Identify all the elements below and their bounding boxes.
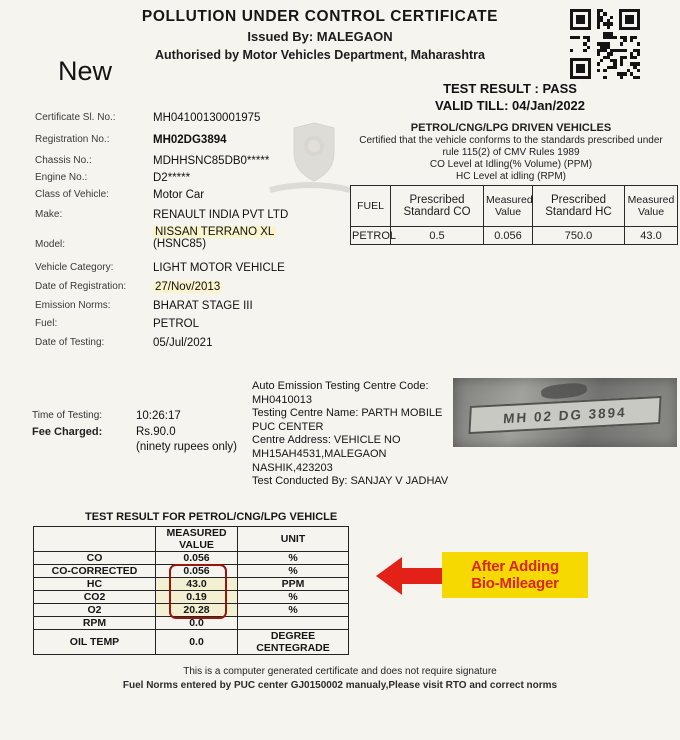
number-plate-photo [453,378,677,447]
issued-by: Issued By: MALEGAON [247,29,393,44]
field-vehicle-category: Vehicle Category: LIGHT MOTOR VEHICLE [35,262,285,274]
standards-table [350,185,678,245]
fee-note: (ninety rupees only) [136,441,237,453]
field-engine-no: Engine No.: D2***** [35,172,191,184]
centre-line: Centre Address: VEHICLE NO [252,434,401,447]
results-row-hc: HC 43.0 PPM [34,578,349,591]
field-class-of-vehicle: Class of Vehicle: Motor Car [35,189,205,201]
standards-line4: HC Level at idling (RPM) [455,171,567,182]
centre-line: NASHIK,423203 [252,461,333,474]
centre-line: Auto Emission Testing Centre Code: [252,380,429,392]
qr-pattern [570,9,640,79]
valid-till: VALID TILL: 04/Jan/2022 [434,98,586,113]
field-certificate-no: Certificate Sl. No.: MH04100130001975 [35,112,261,124]
results-row-o2: O2 20.28 % [34,604,349,617]
field-model: Model: NISSAN TERRANO XL (HSNC85) [35,226,275,250]
standards-heading: PETROL/CNG/LPG DRIVEN VEHICLES [410,122,612,134]
footer-line1: This is a computer generated certificate and does not require signature [183,666,497,677]
results-row-oil-temp: OIL TEMP 0.0 DEGREE CENTEGRADE [34,630,349,655]
standards-line3: CO Level at Idling(% Volume) (PPM) [429,159,593,170]
results-table-title: TEST RESULT FOR PETROL/CNG/LPG VEHICLE [85,511,338,523]
field-make: Make: RENAULT INDIA PVT LTD [35,209,289,221]
number-plate: MH 02 DG 3894 [468,396,661,434]
qr-code [567,9,643,79]
callout-line1: After Adding [471,558,559,575]
new-stamp: New [58,56,113,86]
test-result-block [345,81,675,113]
test-result-status: TEST RESULT : PASS [443,81,577,96]
results-row-co: CO 0.056 % [34,552,349,565]
centre-line: MH0410013 [252,393,312,406]
centre-line: MH15AH4531,MALEGAON [252,447,387,460]
photo-shadow [540,382,587,401]
results-row-co-corrected: CO-CORRECTED 0.056 % [34,565,349,578]
testing-centre-block [252,380,462,489]
centre-line: Testing Centre Name: PARTH MOBILE [252,407,443,420]
certificate-header [20,8,620,62]
field-date-of-registration: Date of Registration: 27/Nov/2013 [35,281,221,293]
standards-table-row: PETROL 0.5 0.056 750.0 43.0 [351,227,678,245]
standards-line2: rule 115(2) of CMV Rules 1989 [442,147,580,158]
standards-table-header: FUEL Prescribed Standard CO Measured Value Prescribed Standard HC Measured Value [351,186,678,227]
field-fee-charged: Fee Charged: Rs.90.0 [32,426,176,438]
results-row-rpm: RPM 0.0 [34,617,349,630]
page-title: POLLUTION UNDER CONTROL CERTIFICATE [141,8,499,25]
model-value-highlighted: NISSAN TERRANO XL [155,226,275,238]
field-registration-no: Registration No.: MH02DG3894 [35,134,227,146]
centre-line: Test Conducted By: SANJAY V JADHAV [252,475,449,488]
field-fuel: Fuel: PETROL [35,318,200,330]
results-header-row: MEASURED VALUE UNIT [34,527,349,552]
field-time-of-testing: Time of Testing: 10:26:17 [32,410,181,422]
model-code: (HSNC85) [153,238,207,250]
callout-line2: Bio-Mileager [471,575,559,592]
bio-mileager-callout [442,552,588,598]
field-date-of-testing: Date of Testing: 05/Jul/2021 [35,337,213,349]
centre-line: PUC CENTER [252,420,324,433]
standards-line1: Certified that the vehicle conforms to the standards prescribed under [359,135,663,146]
field-emission-norms: Emission Norms: BHARAT STAGE III [35,300,253,312]
results-row-co2: CO2 0.19 % [34,591,349,604]
red-circle-annotation [169,564,227,619]
authorised-by: Authorised by Motor Vehicles Department, Maharashtra [155,48,485,62]
standards-block [345,122,677,182]
footer-line2: Fuel Norms entered by PUC center GJ0150002 manualy,Please visit RTO and correct norms [122,680,558,691]
field-chassis-no: Chassis No.: MDHHSNC85DB0***** [35,155,270,167]
